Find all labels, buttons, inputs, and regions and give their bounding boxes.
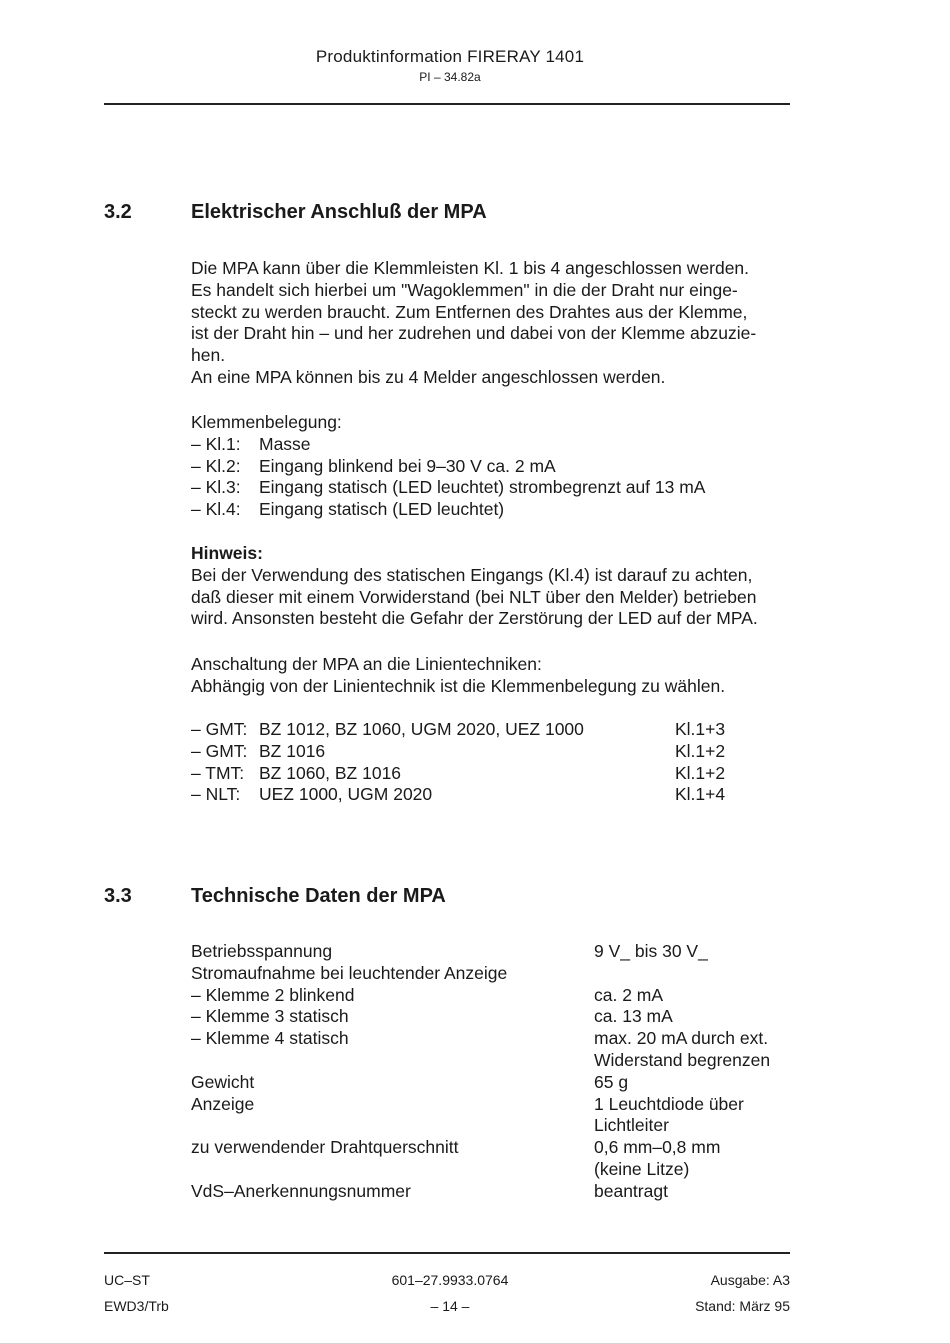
terminal-text: Eingang blinkend bei 9–30 V ca. 2 mA [259, 455, 556, 476]
technique-label: – NLT: [191, 784, 241, 805]
technique-label: – GMT: [191, 740, 248, 761]
spec-label: – Klemme 4 statisch [191, 1028, 349, 1049]
technique-label: – TMT: [191, 762, 245, 783]
spec-value: Widerstand begrenzen [594, 1049, 771, 1070]
spec-label [191, 1159, 507, 1181]
intro-line: Die MPA kann über die Klemmleisten Kl. 1 bis 4 angeschlossen werden. [191, 258, 750, 278]
technique-devices: BZ 1060, BZ 1016 [259, 762, 402, 783]
spec-value: 65 g [594, 1071, 629, 1092]
note-line: daß dieser mit einem Vorwiderstand (bei NLT über den Melder) betrieben [191, 586, 757, 607]
spec-value: ca. 2 mA [594, 984, 664, 1005]
intro-line: hen. [191, 345, 226, 366]
footer-date: Stand: März 95 [695, 1298, 790, 1314]
footer-edition: Ausgabe: A3 [710, 1272, 790, 1288]
spec-label: Anzeige [191, 1093, 255, 1114]
footer-rule [104, 1252, 790, 1254]
technique-label: – GMT: [191, 719, 248, 739]
section-3-2-intro [191, 258, 756, 389]
spec-values [594, 941, 770, 1203]
footer-doc-number: 601–27.9933.0764 [391, 1272, 509, 1288]
line-technique-list [191, 719, 584, 806]
spec-label: zu verwendender Drahtquerschnitt [191, 1137, 459, 1158]
footer-author: EWD3/Trb [104, 1298, 169, 1314]
spec-label: Stromaufnahme bei leuchtender Anzeige [191, 962, 508, 983]
spec-value: max. 20 mA durch ext. [594, 1028, 769, 1049]
technique-devices: UEZ 1000, UGM 2020 [259, 784, 433, 805]
note-heading: Hinweis: [191, 543, 263, 563]
section-title-3-2: Elektrischer Anschluß der MPA [191, 201, 487, 223]
connection-line: Anschaltung der MPA an die Linientechniken: [191, 654, 542, 674]
note-line: Bei der Verwendung des statischen Eingangs (Kl.4) ist darauf zu achten, [191, 564, 753, 585]
technique-devices: BZ 1016 [259, 740, 326, 761]
spec-value: beantragt [594, 1180, 668, 1201]
connection-intro [191, 654, 725, 698]
intro-line: ist der Draht hin – und her zudrehen und dabei von der Klemme abzuzie- [191, 323, 757, 344]
spec-label [191, 1115, 507, 1137]
terminal-label: – Kl.3: [191, 477, 241, 498]
intro-line: Es handelt sich hierbei um "Wagoklemmen" in die der Draht nur einge- [191, 279, 738, 300]
spec-value: 0,6 mm–0,8 mm [594, 1137, 721, 1158]
line-technique-row [191, 763, 584, 785]
section-number-3-2: 3.2 [104, 201, 132, 223]
connection-line: Abhängig von der Linientechnik ist die Klemmenbelegung zu wählen. [191, 675, 726, 696]
terminal-assignment [191, 412, 705, 521]
spec-label [191, 1050, 507, 1072]
line-technique-terminals [675, 719, 725, 806]
terminal-text: Eingang statisch (LED leuchtet) strombegrenzt auf 13 mA [259, 477, 706, 498]
spec-label: Gewicht [191, 1071, 255, 1092]
spec-value: ca. 13 mA [594, 1006, 673, 1027]
spec-value [594, 963, 770, 985]
spec-label: – Klemme 3 statisch [191, 1006, 349, 1027]
terminal-row [191, 499, 705, 521]
terminal-row [191, 477, 705, 499]
footer-department: UC–ST [104, 1272, 150, 1288]
line-technique-row [191, 741, 584, 763]
document-title: Produktinformation FIRERAY 1401 [315, 47, 585, 66]
intro-line: An eine MPA können bis zu 4 Melder angeschlossen werden. [191, 366, 666, 387]
intro-line: steckt zu werden braucht. Zum Entfernen des Drahtes aus der Klemme, [191, 301, 748, 322]
technique-devices: BZ 1012, BZ 1060, UGM 2020, UEZ 1000 [259, 719, 584, 739]
document-number: PI – 34.82a [419, 70, 481, 84]
header-rule [104, 103, 790, 105]
spec-label: VdS–Anerkennungsnummer [191, 1180, 411, 1201]
terminal-label: – Kl.2: [191, 455, 241, 476]
section-title-3-3: Technische Daten der MPA [191, 885, 446, 907]
section-number-3-3: 3.3 [104, 885, 132, 907]
line-technique-row [191, 719, 584, 741]
terminal-text: Eingang statisch (LED leuchtet) [259, 499, 505, 520]
spec-value: Lichtleiter [594, 1115, 669, 1136]
spec-label: – Klemme 2 blinkend [191, 984, 355, 1005]
note-line: wird. Ansonsten besteht die Gefahr der Zerstörung der LED auf der MPA. [191, 608, 758, 629]
terminal-heading: Klemmenbelegung: [191, 412, 342, 432]
terminal-row [191, 434, 705, 456]
technique-terminals: Kl.1+4 [675, 784, 726, 805]
spec-value: (keine Litze) [594, 1158, 690, 1179]
spec-value: 1 Leuchtdiode über [594, 1093, 744, 1114]
technique-terminals: Kl.1+2 [675, 740, 726, 761]
note-block [191, 543, 758, 630]
terminal-text: Masse [259, 433, 311, 454]
technique-terminals: Kl.1+3 [675, 719, 726, 739]
line-technique-row [191, 784, 584, 806]
page-number: – 14 – [430, 1298, 470, 1314]
terminal-label: – Kl.1: [191, 433, 241, 454]
spec-label: Betriebsspannung [191, 941, 333, 961]
spec-value: 9 V_ bis 30 V_ [594, 941, 708, 961]
spec-labels [191, 941, 507, 1203]
technique-terminals: Kl.1+2 [675, 762, 726, 783]
terminal-label: – Kl.4: [191, 499, 241, 520]
terminal-row [191, 456, 705, 478]
